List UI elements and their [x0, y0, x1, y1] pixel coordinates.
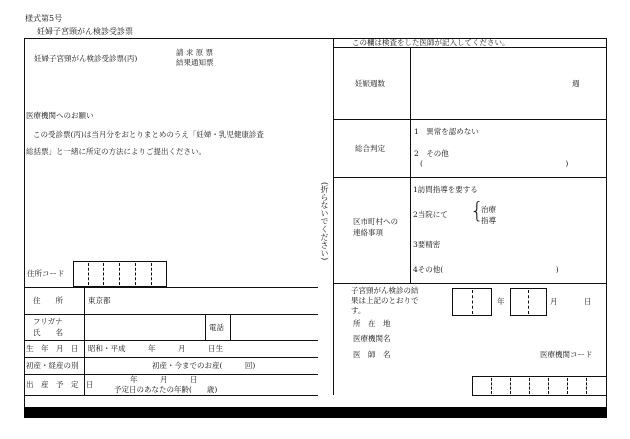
- col-line: [410, 47, 411, 283]
- weeks-label: 妊娠週数: [355, 79, 385, 88]
- contact-label-1: 区市町村への: [353, 217, 398, 226]
- contact-item-our-clinic[interactable]: 2当院にて: [413, 210, 448, 219]
- judgment-option-normal[interactable]: 1 異常を認めない: [414, 127, 479, 136]
- request-text-1: この受診票(丙)は当月分をおとりまとめのうえ「妊婦・乳児健康診査: [33, 130, 264, 139]
- form-title: 妊婦子宮頸がん検診受診票: [37, 27, 133, 36]
- day-label: 日: [584, 297, 592, 306]
- postal-divider: [151, 263, 152, 285]
- result-text-2: 果は上記のとおりで: [351, 296, 419, 305]
- form-number: 様式第5号: [25, 14, 63, 23]
- name-label: 氏 名: [33, 328, 63, 337]
- year-label: 年: [497, 297, 505, 306]
- col-line: [84, 287, 85, 395]
- parity-label: 初産・経産の別: [26, 361, 79, 370]
- code-divider: [510, 378, 511, 394]
- result-text-1: 子宮頸がん検診の結: [351, 286, 419, 295]
- row-line: [333, 47, 607, 48]
- row-line: [333, 283, 607, 284]
- top-border: [24, 38, 607, 39]
- postal-divider: [135, 263, 136, 285]
- row-line: [24, 357, 318, 358]
- row-line: [24, 340, 318, 341]
- postal-divider: [88, 263, 89, 285]
- left-border: [24, 38, 25, 408]
- contact-sub-guidance[interactable]: 指導: [481, 216, 496, 225]
- postal-code-label: 住所コード: [27, 269, 65, 278]
- col-line: [230, 314, 231, 340]
- row-line: [24, 395, 318, 396]
- due-date-label: 出 産 予 定 日: [26, 380, 94, 389]
- row-line: [333, 177, 607, 178]
- code-divider: [491, 378, 492, 394]
- contact-item-other[interactable]: 4その他( ): [413, 265, 559, 274]
- result-text-3: す。: [351, 306, 366, 315]
- weeks-unit: 週: [572, 79, 580, 88]
- address-value[interactable]: 東京都: [88, 296, 111, 305]
- address-label: 住 所: [33, 296, 63, 305]
- clinic-code-label: 医療機関コード: [540, 350, 593, 359]
- col-line: [205, 314, 206, 340]
- furigana-label: フリガナ: [33, 317, 63, 326]
- code-divider: [567, 378, 568, 394]
- due-date-value[interactable]: 年 月 日: [130, 375, 198, 384]
- contact-item-detailed[interactable]: 3要精密: [413, 240, 441, 249]
- code-divider: [586, 378, 587, 394]
- row-line: [24, 314, 318, 315]
- judgment-option-other[interactable]: 2 その他: [414, 149, 449, 158]
- judgment-label: 総合判定: [355, 144, 385, 153]
- location-label: 所 在 地: [353, 319, 391, 328]
- birthdate-value[interactable]: 昭和・平成 年 月 日生: [88, 344, 223, 353]
- contact-label-2: 連絡事項: [353, 228, 383, 237]
- doctor-fill-note: この欄は検査をした医師が記入してください。: [352, 38, 510, 47]
- ticket-title: 妊婦子宮頸がん検診受診票(丙): [34, 54, 138, 63]
- row-line: [333, 119, 607, 120]
- bottom-black-bar: [24, 407, 607, 418]
- clinic-name-label: 医療機関名: [353, 334, 391, 343]
- row-line: [24, 287, 318, 288]
- judgment-other-paren[interactable]: ( ): [420, 159, 569, 168]
- request-heading: 医療機関へのお願い: [26, 111, 94, 120]
- birthdate-label: 生 年 月 日: [26, 344, 79, 353]
- doctor-name-label: 医 師 名: [353, 350, 391, 359]
- request-text-2: 総括票」と一緒に所定の方法によりご提出ください。: [26, 147, 206, 156]
- right-panel-left-border: [333, 38, 334, 395]
- brace-icon: {: [470, 199, 484, 224]
- year-divider: [472, 290, 473, 314]
- claim-label-2: 結果通知票: [176, 58, 214, 67]
- age-value[interactable]: 予定日のあなたの年齢( 歳): [114, 385, 218, 394]
- postal-divider: [119, 263, 120, 285]
- phone-label: 電話: [209, 323, 224, 332]
- claim-label-1: 請 求 原 票: [176, 48, 214, 57]
- code-divider: [529, 378, 530, 394]
- code-divider: [548, 378, 549, 394]
- contact-sub-treatment[interactable]: 治療: [481, 205, 496, 214]
- fold-note: (折らないでください): [320, 182, 329, 261]
- contact-item-visit[interactable]: 1訪問指導を要する: [413, 185, 478, 194]
- month-label: 月: [550, 297, 558, 306]
- month-divider: [528, 290, 529, 314]
- parity-value[interactable]: 初産・今までのお産( 回): [152, 361, 256, 370]
- right-border: [606, 38, 607, 408]
- postal-divider: [103, 263, 104, 285]
